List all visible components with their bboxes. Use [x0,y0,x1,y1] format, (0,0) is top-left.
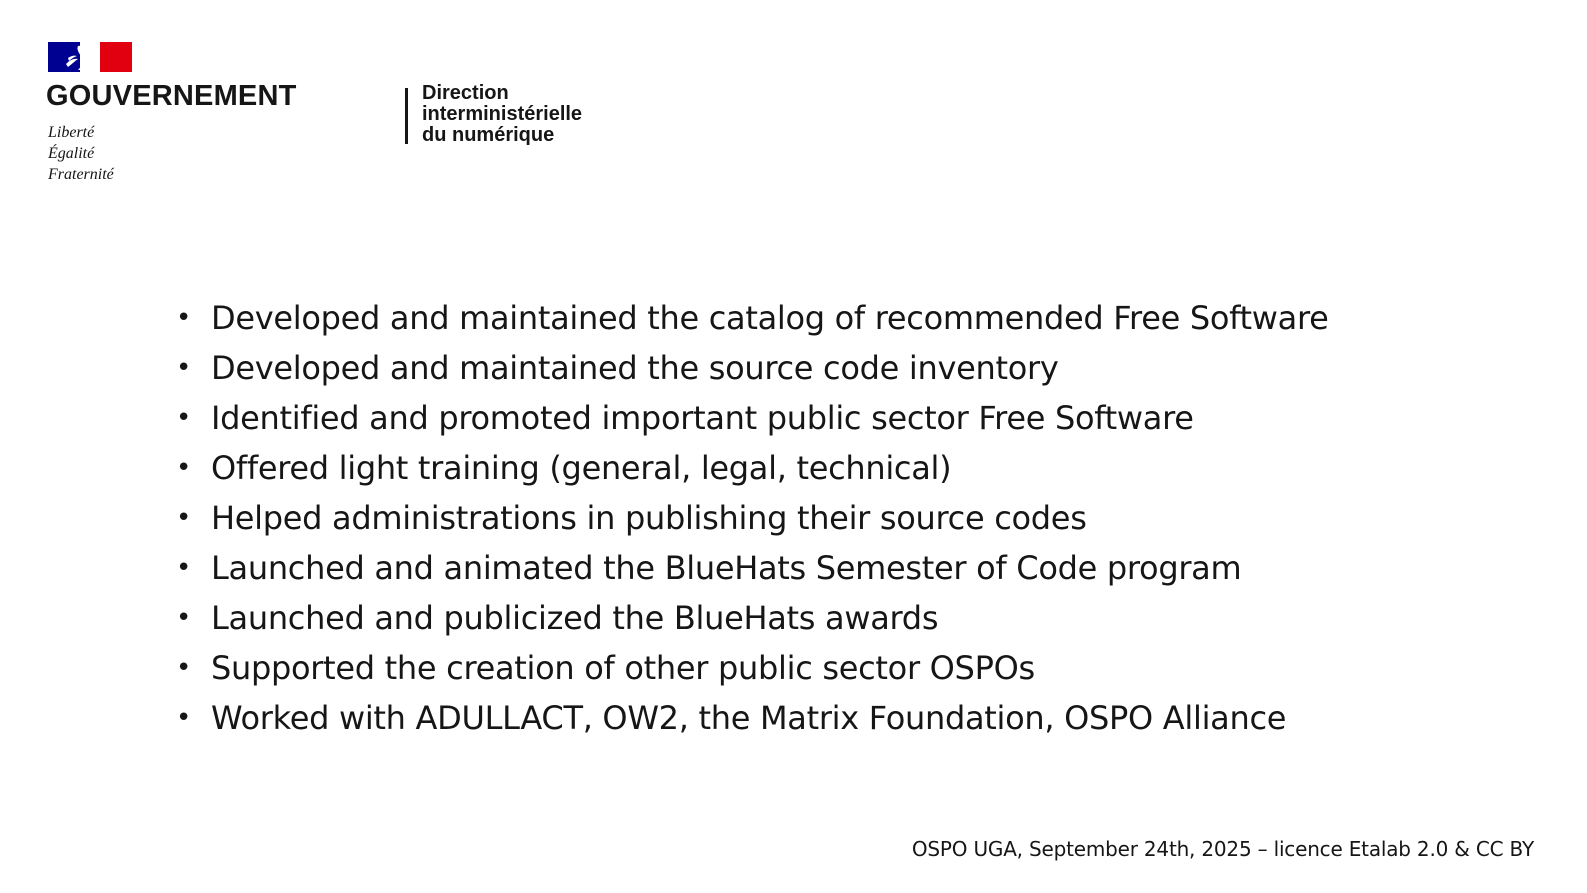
list-item [174,343,1329,393]
list-item-text: Supported the creation of other public sector OSPOs [211,649,1035,687]
list-item-text: Worked with ADULLACT, OW2, the Matrix Foundation, OSPO Alliance [211,699,1287,737]
motto-fraternite: Fraternité [48,166,114,183]
list-item-text: Identified and promoted important public sector Free Software [211,399,1194,437]
bullet-icon: • [176,653,192,683]
list-item-text: Launched and publicized the BlueHats awards [211,599,939,637]
list-item-text: Launched and animated the BlueHats Semester of Code program [211,549,1242,587]
bullet-icon: • [176,353,192,383]
direction-name [422,83,582,146]
direction-line-3: du numérique [422,124,555,146]
government-name: GOUVERNEMENT [46,80,297,112]
flag-blue-band [48,42,80,72]
flag-red-band [100,42,132,72]
bullet-icon: • [176,703,192,733]
accomplishments-list [174,293,1329,743]
bullet-icon: • [176,553,192,583]
list-item-text: Offered light training (general, legal, technical) [211,449,952,487]
bullet-icon: • [176,503,192,533]
bullet-icon: • [176,303,192,333]
list-item-text: Developed and maintained the catalog of recommended Free Software [211,299,1329,337]
list-item [174,643,1329,693]
list-item [174,493,1329,543]
list-item [174,293,1329,343]
logo-divider [405,88,408,144]
republic-motto [48,122,114,185]
motto-liberte: Liberté [48,124,95,141]
direction-line-2: interministérielle [422,103,583,125]
list-item-text: Developed and maintained the source code inventory [211,349,1059,387]
motto-egalite: Égalité [48,145,95,162]
marianne-flag-icon [48,42,132,72]
bullet-icon: • [176,403,192,433]
list-item [174,543,1329,593]
direction-line-1: Direction [422,82,509,104]
list-item [174,393,1329,443]
list-item-text: Helped administrations in publishing their source codes [211,499,1087,537]
slide-footer: OSPO UGA, September 24th, 2025 – licence Etalab 2.0 & CC BY [911,837,1534,861]
list-item [174,593,1329,643]
list-item [174,693,1329,743]
list-item [174,443,1329,493]
government-logo [46,40,346,190]
bullet-icon: • [176,603,192,633]
bullet-icon: • [176,453,192,483]
